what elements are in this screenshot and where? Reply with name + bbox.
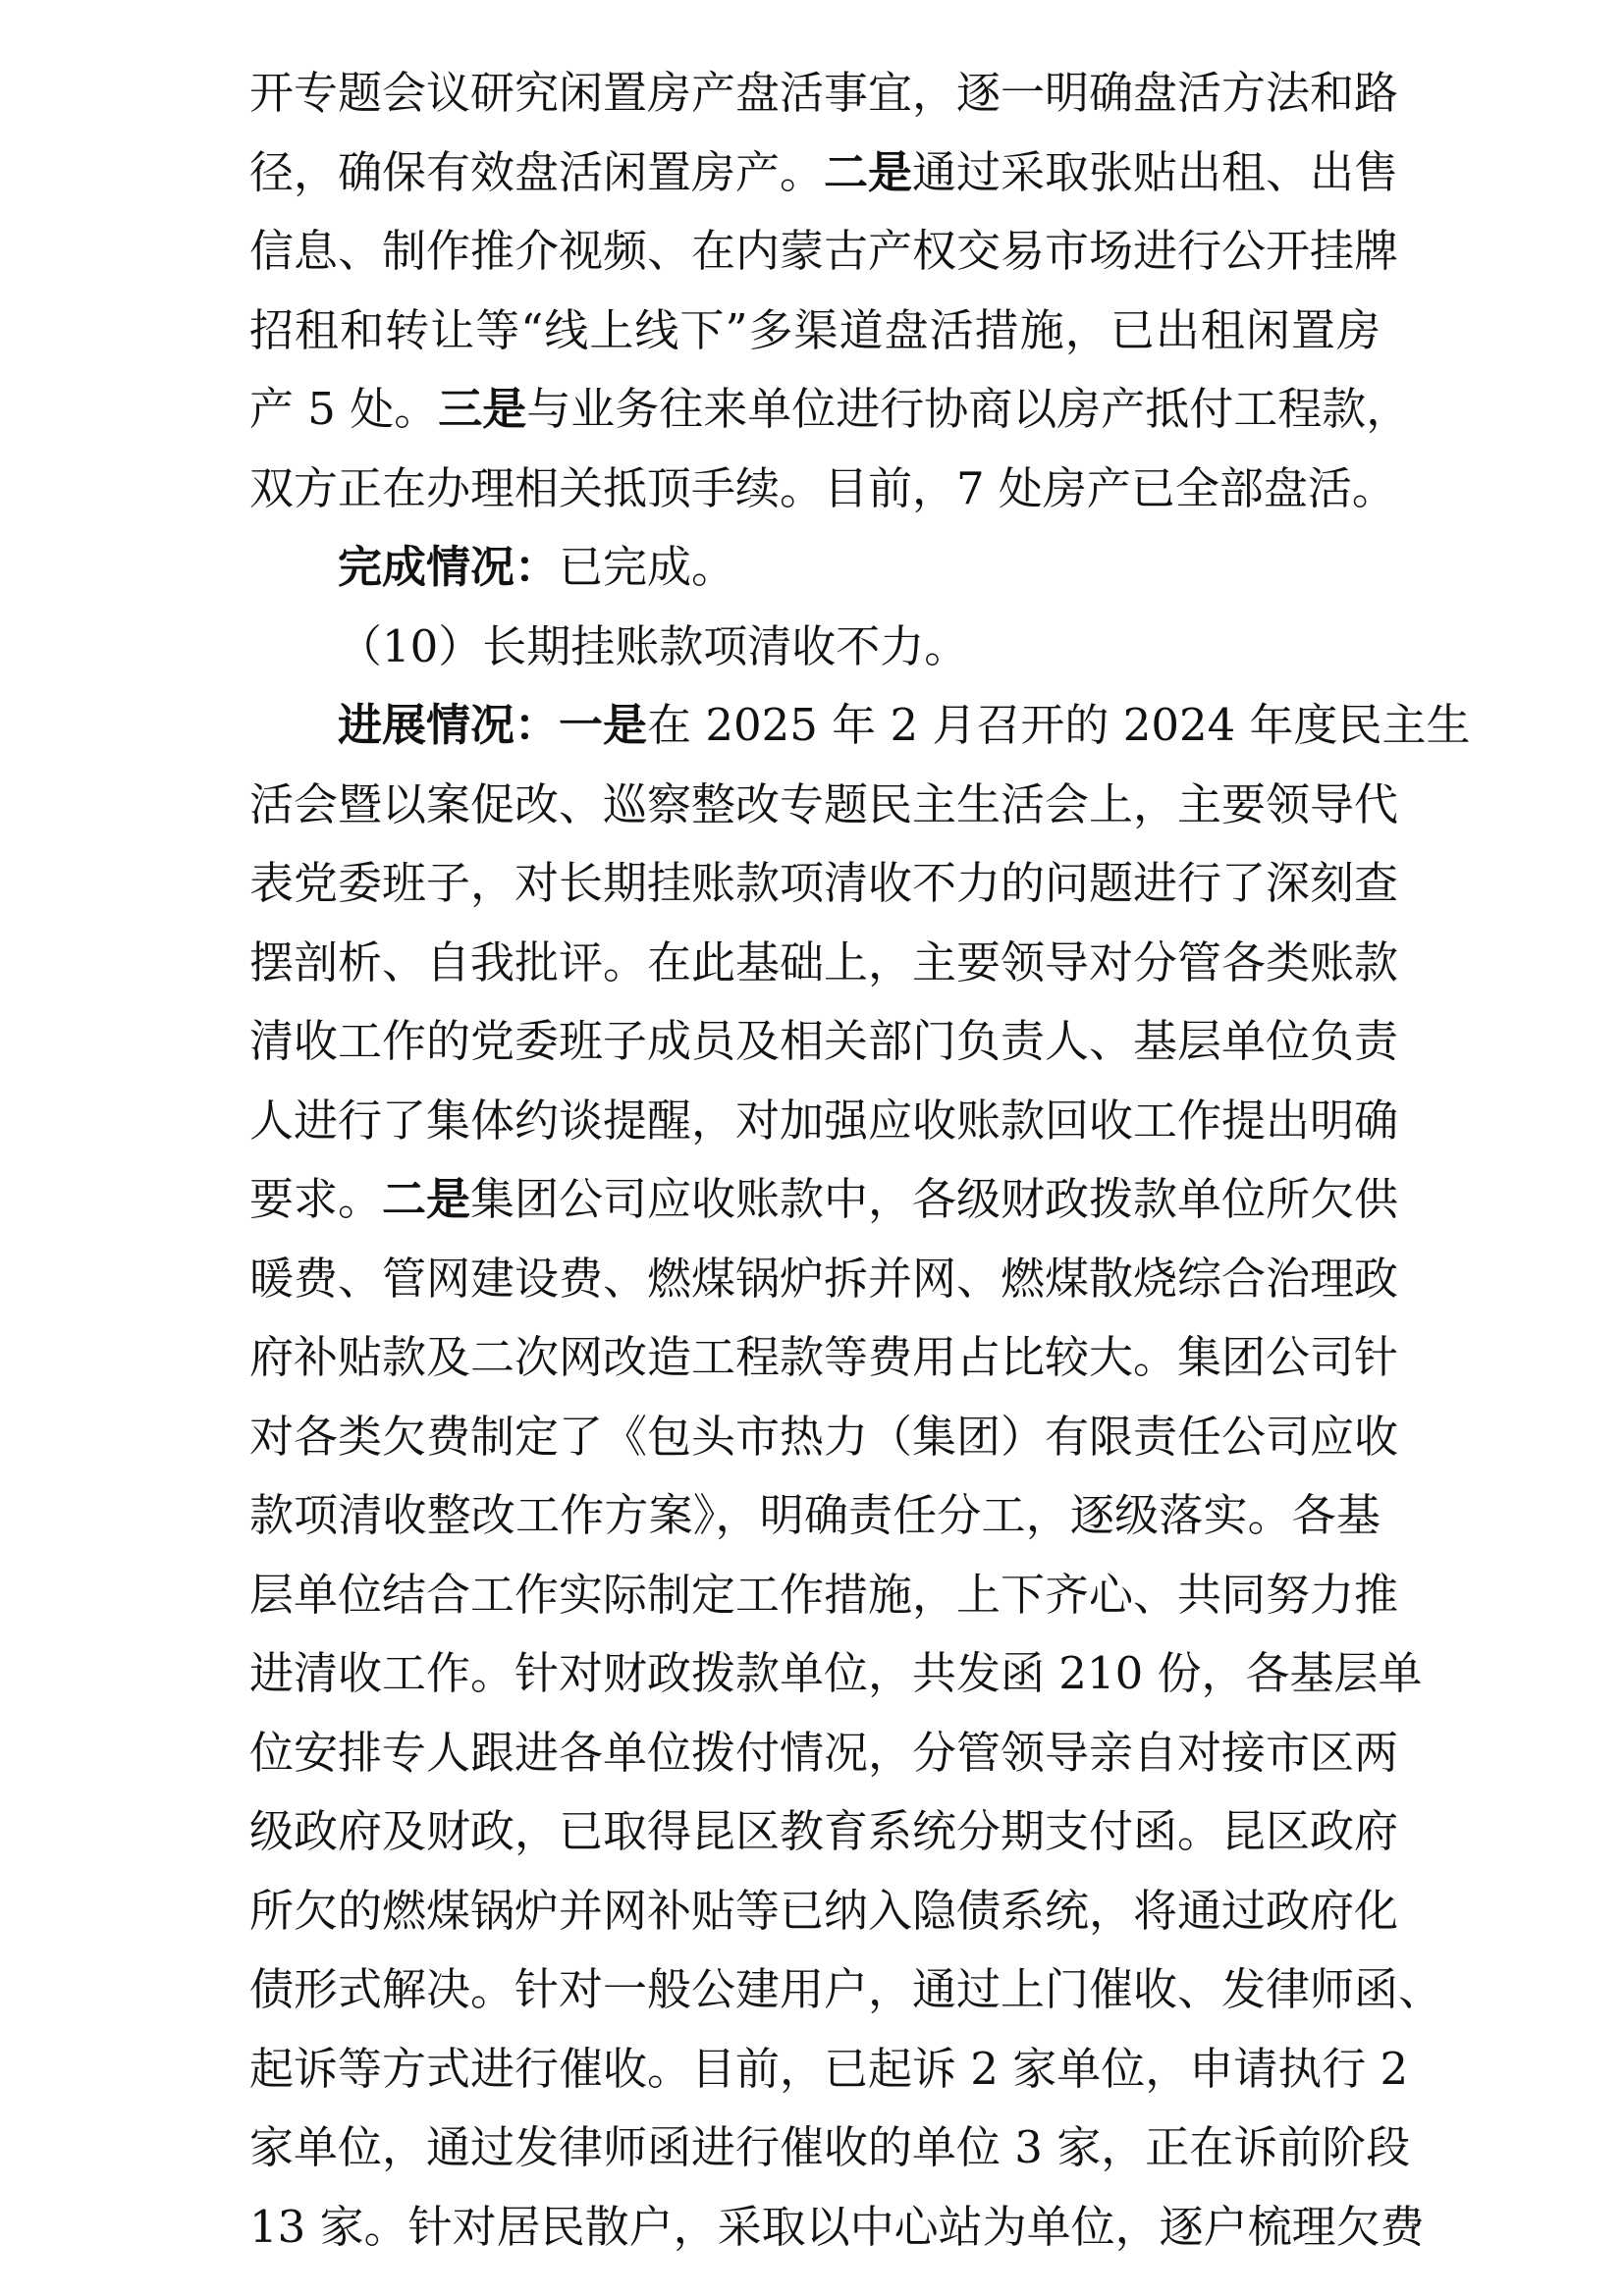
- emphasis-label: 二是: [824, 146, 913, 198]
- text-line: [249, 450, 1396, 528]
- text-segment: 在 2025 年 2 月召开的 2024 年度民主生: [647, 699, 1471, 751]
- text-segment: 要求。: [249, 1173, 383, 1225]
- text-segment: 径，确保有效盘活闲置房产。: [249, 146, 825, 198]
- text-segment: 人进行了集体约谈提醒，对加强应收账款回收工作提出明确: [249, 1095, 1399, 1147]
- section-heading-text: （10）长期挂账款项清收不力。: [338, 620, 969, 672]
- text-line: [249, 2030, 1409, 2109]
- text-line: [249, 133, 1399, 212]
- text-line: [249, 2109, 1411, 2187]
- text-segment: 位安排专人跟进各单位拨付情况，分管领导亲自对接市区两: [249, 1727, 1399, 1779]
- text-segment: 清收工作的党委班子成员及相关部门负责人、基层单位负责: [249, 1015, 1399, 1067]
- text-segment: 集团公司应收账款中，各级财政拨款单位所欠供: [470, 1173, 1399, 1225]
- emphasis-label: 三是: [438, 383, 527, 435]
- text-segment: 家单位，通过发律师函进行催收的单位 3 家，正在诉前阶段: [249, 2121, 1411, 2173]
- text-segment: 13 家。针对居民散户，采取以中心站为单位，逐户梳理欠费: [249, 2201, 1425, 2253]
- text-segment: 进清收工作。针对财政拨款单位，共发函 210 份，各基层单: [249, 1647, 1423, 1699]
- completion-status-value: 已完成。: [559, 541, 736, 593]
- text-segment: 府补贴款及二次网改造工程款等费用占比较大。集团公司针: [249, 1331, 1399, 1383]
- text-segment: 通过采取张贴出租、出售: [912, 146, 1399, 198]
- text-line: [249, 1398, 1399, 1476]
- completion-status-label: 完成情况：: [338, 541, 560, 593]
- text-segment: 暖费、管网建设费、燃煤锅炉拆并网、燃煤散烧综合治理政: [249, 1253, 1399, 1305]
- text-segment: 活会暨以案促改、巡察整改专题民主生活会上，主要领导代: [249, 778, 1399, 830]
- text-line: [249, 1082, 1399, 1160]
- text-line: [249, 370, 1411, 449]
- text-segment: 信息、制作推介视频、在内蒙古产权交易市场进行公开挂牌: [249, 225, 1399, 277]
- text-line: [249, 844, 1399, 923]
- text-segment: 表党委班子，对长期挂账款项清收不力的问题进行了深刻查: [249, 857, 1399, 909]
- text-segment: 与业务往来单位进行协商以房产抵付工程款，: [526, 383, 1411, 435]
- text-line: [249, 292, 1380, 370]
- text-segment: 摆剖析、自我批评。在此基础上，主要领导对分管各类账款: [249, 936, 1399, 988]
- text-segment: 对各类欠费制定了《包头市热力（集团）有限责任公司应收: [249, 1411, 1399, 1463]
- text-segment: 级政府及财政，已取得昆区教育系统分期支付函。昆区政府: [249, 1805, 1399, 1857]
- text-line: [249, 1476, 1380, 1555]
- progress-label: 进展情况：: [338, 699, 560, 751]
- emphasis-label: 一是: [559, 699, 648, 751]
- text-segment: 产 5 处。: [249, 383, 439, 435]
- text-segment: 所欠的燃煤锅炉并网补贴等已纳入隐债系统，将通过政府化: [249, 1885, 1399, 1937]
- text-segment: 层单位结合工作实际制定工作措施，上下齐心、共同努力推: [249, 1569, 1399, 1621]
- text-segment: 款项清收整改工作方案》，明确责任分工，逐级落实。各基: [249, 1489, 1380, 1541]
- text-segment: 起诉等方式进行催收。目前，已起诉 2 家单位，申请执行 2: [249, 2043, 1409, 2095]
- text-line: [249, 212, 1399, 291]
- text-line: [249, 924, 1399, 1002]
- emphasis-label: 二是: [382, 1173, 471, 1225]
- text-line: [249, 1872, 1399, 1950]
- text-line: [338, 686, 1471, 765]
- completion-status-line: [338, 528, 1380, 607]
- text-line: [249, 1002, 1399, 1081]
- text-line: [249, 1240, 1399, 1318]
- text-line: [249, 1714, 1399, 1792]
- text-segment: 双方正在办理相关抵顶手续。目前，7 处房产已全部盘活。: [249, 462, 1396, 514]
- text-line: [249, 1792, 1399, 1871]
- text-segment: 招租和转让等“线上线下”多渠道盘活措施，已出租闲置房: [249, 304, 1380, 356]
- text-line: [249, 1160, 1399, 1239]
- text-segment: 债形式解决。针对一般公建用户，通过上门催收、发律师函、: [249, 1963, 1443, 2015]
- text-segment: 开专题会议研究闲置房产盘活事宜，逐一明确盘活方法和路: [249, 67, 1399, 119]
- text-line: [249, 1318, 1399, 1397]
- text-line: [249, 1634, 1423, 1713]
- text-line: [249, 54, 1399, 133]
- section-heading: [338, 608, 1380, 686]
- text-line: [249, 1950, 1443, 2029]
- text-line: [249, 766, 1399, 844]
- text-line: [249, 2188, 1425, 2267]
- text-line: [249, 1556, 1399, 1634]
